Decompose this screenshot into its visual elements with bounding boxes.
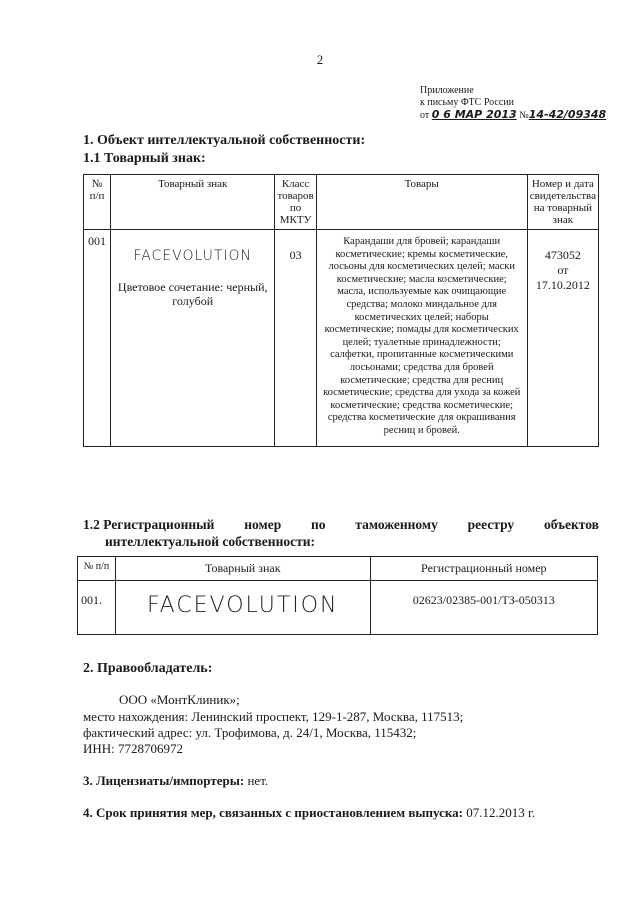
table-header-row <box>78 557 598 581</box>
cell-cert <box>527 230 598 447</box>
cell-mark <box>111 230 275 447</box>
header-num: № п/п <box>78 557 116 581</box>
trademark-logo: FACEVOLUTION <box>115 581 370 635</box>
header-reg: Регистрационный номер <box>370 557 597 581</box>
header-class: Класс товаров по МКТУ <box>275 175 316 230</box>
header-cert: Номер и дата свидетельства на товарный знак <box>527 175 598 230</box>
section4-value: 07.12.2013 г. <box>463 805 536 820</box>
cert-from: от <box>557 263 569 277</box>
registration-table <box>77 556 598 635</box>
header-mark: Товарный знак <box>115 557 370 581</box>
cell-num: 001. <box>78 581 116 635</box>
section1-title: 1. Объект интеллектуальной собственности: <box>83 133 366 148</box>
table-row <box>84 230 599 447</box>
section12-title <box>83 516 599 550</box>
section12-word-2: номер <box>244 517 282 532</box>
section12-line1 <box>83 516 599 533</box>
header-num: № п/п <box>84 175 111 230</box>
cell-num: 001 <box>84 230 111 447</box>
cell-class: 03 <box>275 230 316 447</box>
annex-num-label: № <box>519 110 529 121</box>
section3-value: нет. <box>244 773 269 788</box>
table-header-row <box>84 175 599 230</box>
section3-label: 3. Лицензиаты/импортеры: <box>83 773 245 788</box>
owner-location: место нахождения: Ленинский проспект, 129-1-287, Москва, 117513; <box>83 709 464 724</box>
annex-reference: к письму ФТС России <box>420 97 514 108</box>
section4 <box>83 805 535 821</box>
annex-block <box>420 85 606 122</box>
section12-line2: интеллектуальной собственности: <box>105 534 315 549</box>
trademark-table <box>83 174 599 447</box>
header-mark: Товарный знак <box>111 175 275 230</box>
cert-number: 473052 <box>544 248 581 262</box>
section2-title: 2. Правообладатель: <box>83 661 213 676</box>
section4-label: 4. Срок принятия мер, связанных с приостановлением выпуска: <box>83 805 463 820</box>
section3 <box>83 773 268 789</box>
section12-word-5: реестру <box>467 517 515 532</box>
page-number: 2 <box>316 52 324 67</box>
trademark-logo: FACEVOLUTION <box>133 248 253 264</box>
section12-word-3: по <box>310 517 326 532</box>
annex-prefix: от <box>420 110 430 121</box>
section1-subtitle: 1.1 Товарный знак: <box>83 151 206 166</box>
owner-address: фактический адрес: ул. Трофимова, д. 24/1, Москва, 115432; <box>83 725 417 740</box>
annex-date: 0 6 МАР 2013 <box>431 108 517 121</box>
table-row <box>78 581 598 635</box>
annex-title: Приложение <box>420 85 474 96</box>
color-combination: Цветовое сочетание: черный, голубой <box>117 280 268 308</box>
owner-inn: ИНН: 7728706972 <box>83 741 184 756</box>
header-goods: Товары <box>316 175 527 230</box>
cert-date: 17.10.2012 <box>535 278 590 292</box>
section12-word-4: таможенному <box>355 517 438 532</box>
cell-reg: 02623/02385-001/ТЗ-050313 <box>370 581 597 635</box>
section12-word-1: 1.2 Регистрационный <box>83 517 215 532</box>
annex-number: 14-42/09348 <box>528 108 607 121</box>
annex-date-number <box>420 109 606 122</box>
section12-word-6: объектов <box>543 517 599 532</box>
cell-goods: Карандаши для бровей; карандаши косметические; кремы косметические, лосьоны для косметических целей; маски косметические; масла косметические; масла, используемые как очищающие средства; молоко миндальное для косметических целей; наборы косметические; помады для косметических целей; туалетные принадлежности; салфетки, пропитанные косметическими лосьонами; средства для бровей косметические; средства для ресниц косметические; средства для ухода за кожей косметические; средства косметические; средства косметические для окрашивания ресниц и бровей. <box>316 230 527 447</box>
owner-company: ООО «МонтКлиник»; <box>119 692 240 707</box>
